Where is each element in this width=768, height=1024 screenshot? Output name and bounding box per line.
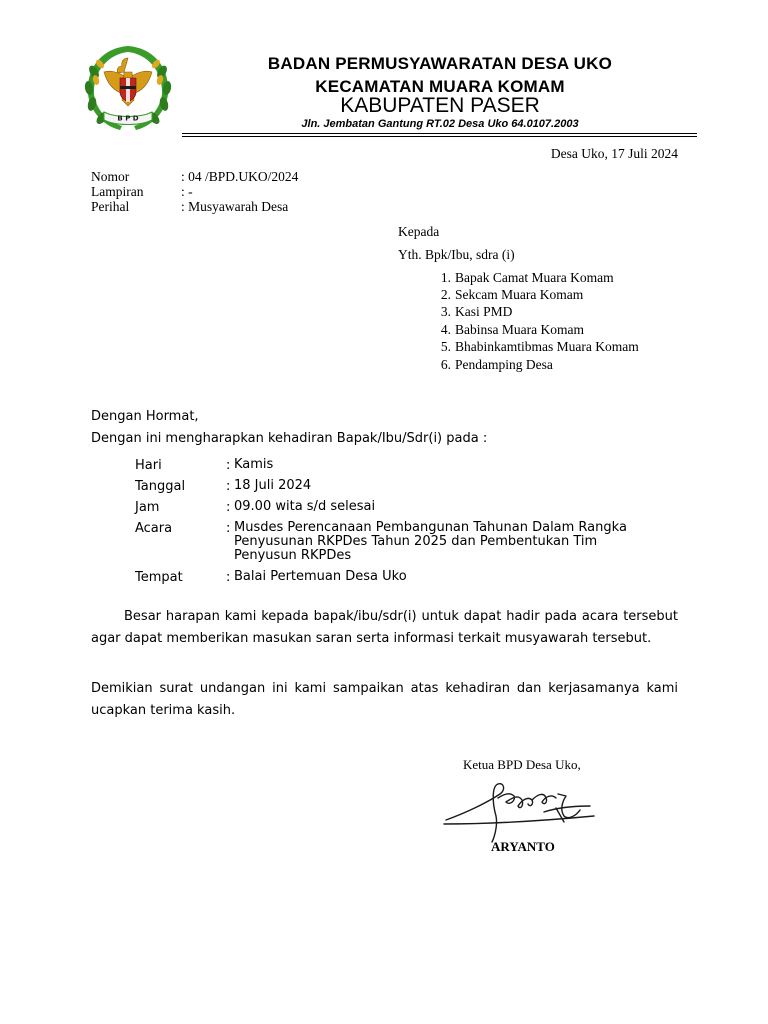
detail-colon: : — [226, 458, 231, 473]
signatory-name: ARYANTO — [491, 839, 555, 854]
recipient-item: Bhabinkamtibmas Muara Komam — [455, 339, 639, 354]
detail-label-tempat: Tempat — [135, 570, 183, 585]
letterhead-line-1: BADAN PERMUSYAWARATAN DESA UKO — [267, 54, 613, 73]
meta-value-perihal: : Musyawarah Desa — [181, 199, 289, 214]
detail-value-jam: 09.00 wita s/d selesai — [234, 499, 376, 514]
detail-label-tanggal: Tanggal — [135, 479, 186, 494]
addressee-yth: Yth. Bpk/Ibu, sdra (i) — [398, 247, 515, 262]
recipient-item: Bapak Camat Muara Komam — [455, 270, 614, 285]
detail-value-tempat: Balai Pertemuan Desa Uko — [234, 569, 407, 584]
detail-colon: : — [226, 521, 231, 536]
detail-colon: : — [226, 479, 231, 494]
bpd-garuda-logo — [80, 42, 176, 134]
greeting: Dengan Hormat, — [91, 409, 199, 424]
body-paragraph-2: Demikian surat undangan ini kami sampaikan atas kehadiran dan kerjasamanya kami ucapkan terima kasih. — [91, 681, 678, 718]
recipient-item: Sekcam Muara Komam — [455, 287, 584, 302]
body-paragraph-1: Besar harapan kami kepada bapak/ibu/sdr(i) untuk dapat hadir pada acara tersebut agar dapat memberikan masukan saran serta informasi terkait musyawarah tersebut. — [91, 609, 678, 646]
handwritten-signature — [440, 772, 600, 844]
meta-label-nomor: Nomor — [91, 169, 130, 184]
recipient-number: 5. — [440, 339, 451, 354]
letterhead-line-2: KECAMATAN MUARA KOMAM — [315, 77, 565, 96]
recipient-number: 6. — [440, 357, 451, 372]
recipient-item: Babinsa Muara Komam — [455, 322, 584, 337]
detail-colon: : — [226, 500, 231, 515]
meta-label-perihal: Perihal — [91, 199, 130, 214]
recipient-number: 4. — [440, 322, 451, 337]
letterhead-rule — [182, 133, 697, 134]
detail-label-acara: Acara — [135, 521, 173, 536]
signature-title: Ketua BPD Desa Uko, — [463, 757, 581, 772]
detail-label-jam: Jam — [135, 500, 160, 515]
logo-text: B P D — [117, 114, 139, 123]
detail-value-hari: Kamis — [234, 457, 274, 472]
detail-value-tanggal: 18 Juli 2024 — [234, 478, 312, 493]
recipient-number: 2. — [440, 287, 451, 302]
letter-date: Desa Uko, 17 Juli 2024 — [550, 146, 678, 161]
detail-value-acara: Musdes Perencanaan Pembangunan Tahunan Dalam Rangka Penyusunan RKPDes Tahun 2025 dan Pembentukan Tim Penyusun RKPDes — [234, 520, 627, 563]
detail-colon: : — [226, 570, 231, 585]
letterhead-address: Jln. Jembatan Gantung RT.02 Desa Uko 64.0107.2003 — [301, 118, 579, 130]
recipient-item: Kasi PMD — [455, 304, 513, 319]
letterhead-line-3: KABUPATEN PASER — [340, 94, 540, 117]
meta-value-nomor: : 04 /BPD.UKO/2024 — [181, 169, 299, 184]
recipient-number: 1. — [440, 270, 451, 285]
intro-line: Dengan ini mengharapkan kehadiran Bapak/Ibu/Sdr(i) pada : — [91, 431, 488, 446]
recipient-item: Pendamping Desa — [455, 357, 553, 372]
letterhead-rule-thin — [182, 136, 697, 137]
meta-label-lampiran: Lampiran — [91, 184, 144, 199]
recipient-number: 3. — [440, 304, 451, 319]
detail-label-hari: Hari — [135, 458, 162, 473]
meta-value-lampiran: : - — [181, 184, 193, 199]
addressee-kepada: Kepada — [398, 224, 440, 239]
